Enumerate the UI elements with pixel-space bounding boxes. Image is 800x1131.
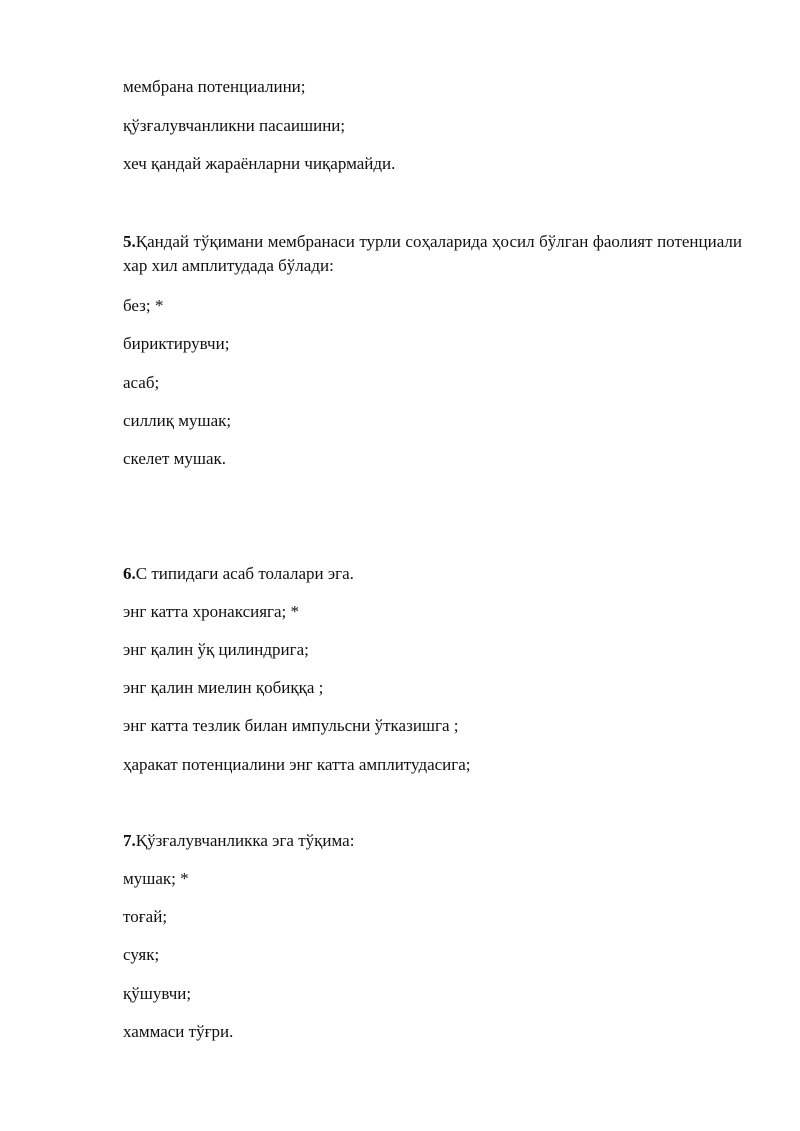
option-item: скелет мушак. (123, 449, 227, 468)
option-item: мушак; * (123, 869, 189, 888)
option-item: энг қалин ўқ цилиндрига; (123, 640, 309, 659)
option-item: қўзғалувчанликни пасаишини; (123, 116, 346, 135)
question-text: С типидаги асаб толалари эга. (135, 564, 354, 583)
option-item: энг катта хронаксияга; * (123, 602, 300, 621)
question-number: 6. (123, 564, 136, 583)
option-item: хаммаси тўғри. (123, 1022, 234, 1041)
question-text: Қўзғалувчанликка эга тўқима: (135, 831, 355, 850)
question-number: 5. (123, 232, 136, 251)
option-item: тоғай; (123, 907, 168, 926)
question-6 (123, 563, 354, 585)
option-item: асаб; (123, 373, 160, 392)
question-text: Қандай тўқимани мембранаси турли соҳаларида ҳосил бўлган фаолият потенциали хар хил амплитудада бўлади: (123, 232, 742, 275)
option-item: қўшувчи; (123, 984, 192, 1003)
option-item: хеч қандай жараёнларни чиқармайди. (123, 154, 396, 173)
question-7 (123, 830, 354, 852)
option-item: без; * (123, 296, 164, 315)
option-item: бириктирувчи; (123, 334, 230, 353)
question-number: 7. (123, 831, 136, 850)
option-item: ҳаракат потенциалини энг катта амплитудасига; (123, 755, 471, 774)
option-item: силлиқ мушак; (123, 411, 232, 430)
option-item: энг қалин миелин қобиққа ; (123, 678, 324, 697)
option-item: суяк; (123, 945, 160, 964)
option-item: энг катта тезлик билан импульсни ўтказишга ; (123, 716, 459, 735)
option-item: мембрана потенциалини; (123, 77, 306, 96)
question-5 (123, 230, 742, 278)
